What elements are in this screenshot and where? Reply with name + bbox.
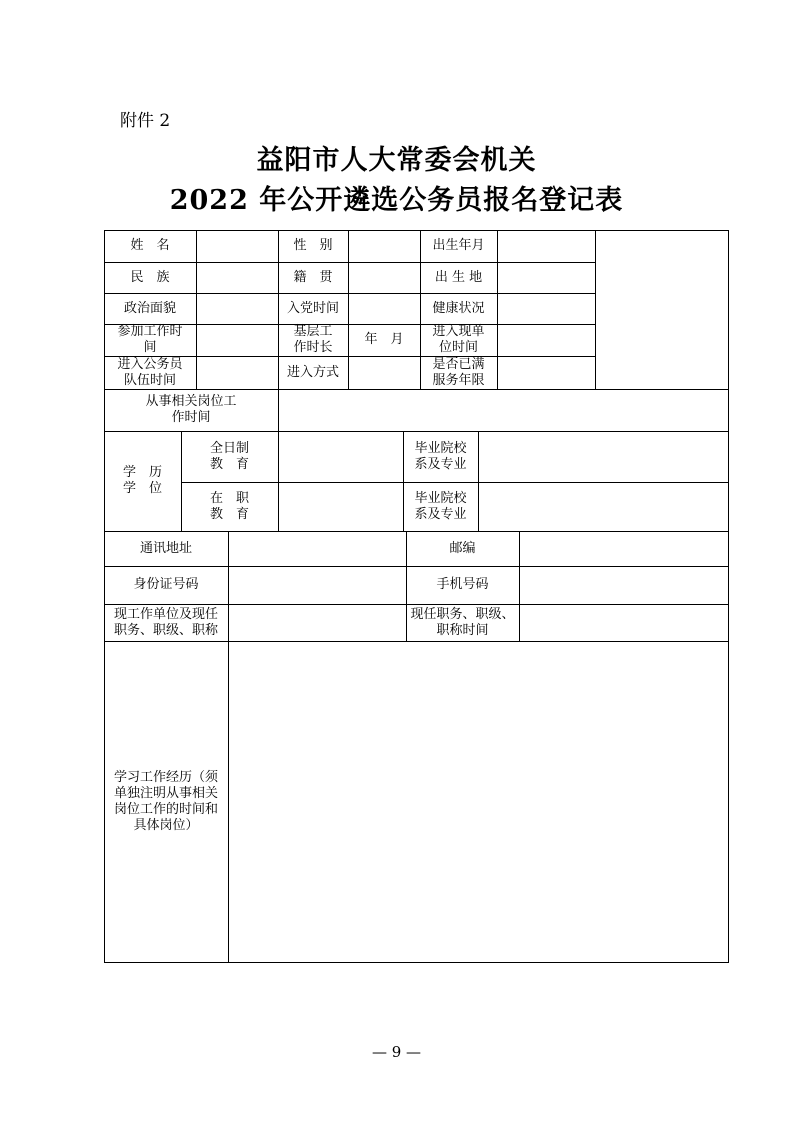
label-postcode: 邮编 xyxy=(449,540,476,556)
form-outer-right-border xyxy=(728,230,729,963)
birth-date-field[interactable] xyxy=(498,231,595,262)
label-native-place: 籍 贯 xyxy=(293,269,333,285)
attachment-label: 附件 2 xyxy=(120,111,171,131)
label-resume: 学习工作经历（须单独注明从事相关岗位工作的时间和具体岗位） xyxy=(113,769,218,833)
label-mobile: 手机号码 xyxy=(436,577,489,592)
label-party-join-time: 入党时间 xyxy=(286,300,339,316)
label-inservice-education: 在 职 教 育 xyxy=(209,490,249,522)
label-related-post-time: 从事相关岗位工作时间 xyxy=(145,394,237,425)
label-civil-service-entry-time: 进入公务员队伍时间 xyxy=(117,356,183,388)
label-graduate-school-major-fulltime: 毕业院校 系及专业 xyxy=(414,440,467,472)
form-column-divider xyxy=(478,431,479,531)
gender-field[interactable] xyxy=(349,231,420,262)
label-political-status: 政治面貌 xyxy=(123,300,176,316)
label-id-number: 身份证号码 xyxy=(133,577,199,592)
label-birthplace: 出 生 地 xyxy=(434,269,483,285)
label-work-start-time: 参加工作时间 xyxy=(117,324,183,355)
form-column-divider xyxy=(519,531,520,641)
label-entry-method: 进入方式 xyxy=(286,364,339,380)
label-current-unit-position: 现工作单位及现任职务、职级、职称 xyxy=(113,606,218,638)
form-outer-bottom-border xyxy=(104,962,729,963)
label-birth-date: 出生年月 xyxy=(432,238,485,253)
form-title-line2: 2022 年公开遴选公务员报名登记表 xyxy=(169,185,624,216)
label-service-years-met: 是否已满服务年限 xyxy=(432,356,485,388)
label-grassroots-years: 基层工作时长 xyxy=(293,324,333,355)
label-gender: 性 别 xyxy=(293,238,333,253)
form-title-line1: 益阳市人大常委会机关 xyxy=(256,145,537,176)
label-year-month: 年 月 xyxy=(364,332,404,347)
label-name: 姓 名 xyxy=(130,238,170,253)
label-graduate-school-major-inservice: 毕业院校 系及专业 xyxy=(414,490,467,522)
label-fulltime-education: 全日制 教 育 xyxy=(209,440,249,472)
photo-area[interactable] xyxy=(596,231,728,389)
page-number: — 9 — xyxy=(371,1043,422,1061)
label-current-unit-entry-time: 进入现单位时间 xyxy=(432,324,485,355)
name-field[interactable] xyxy=(197,231,278,262)
related-post-time-field[interactable] xyxy=(279,390,728,431)
label-education-degree: 学 历 学 位 xyxy=(122,465,162,496)
label-health: 健康状况 xyxy=(432,300,485,316)
label-current-position-time: 现任职务、职级、职称时间 xyxy=(410,606,515,638)
label-ethnicity: 民 族 xyxy=(130,269,170,285)
label-address: 通讯地址 xyxy=(139,540,192,556)
resume-field[interactable] xyxy=(229,642,728,962)
